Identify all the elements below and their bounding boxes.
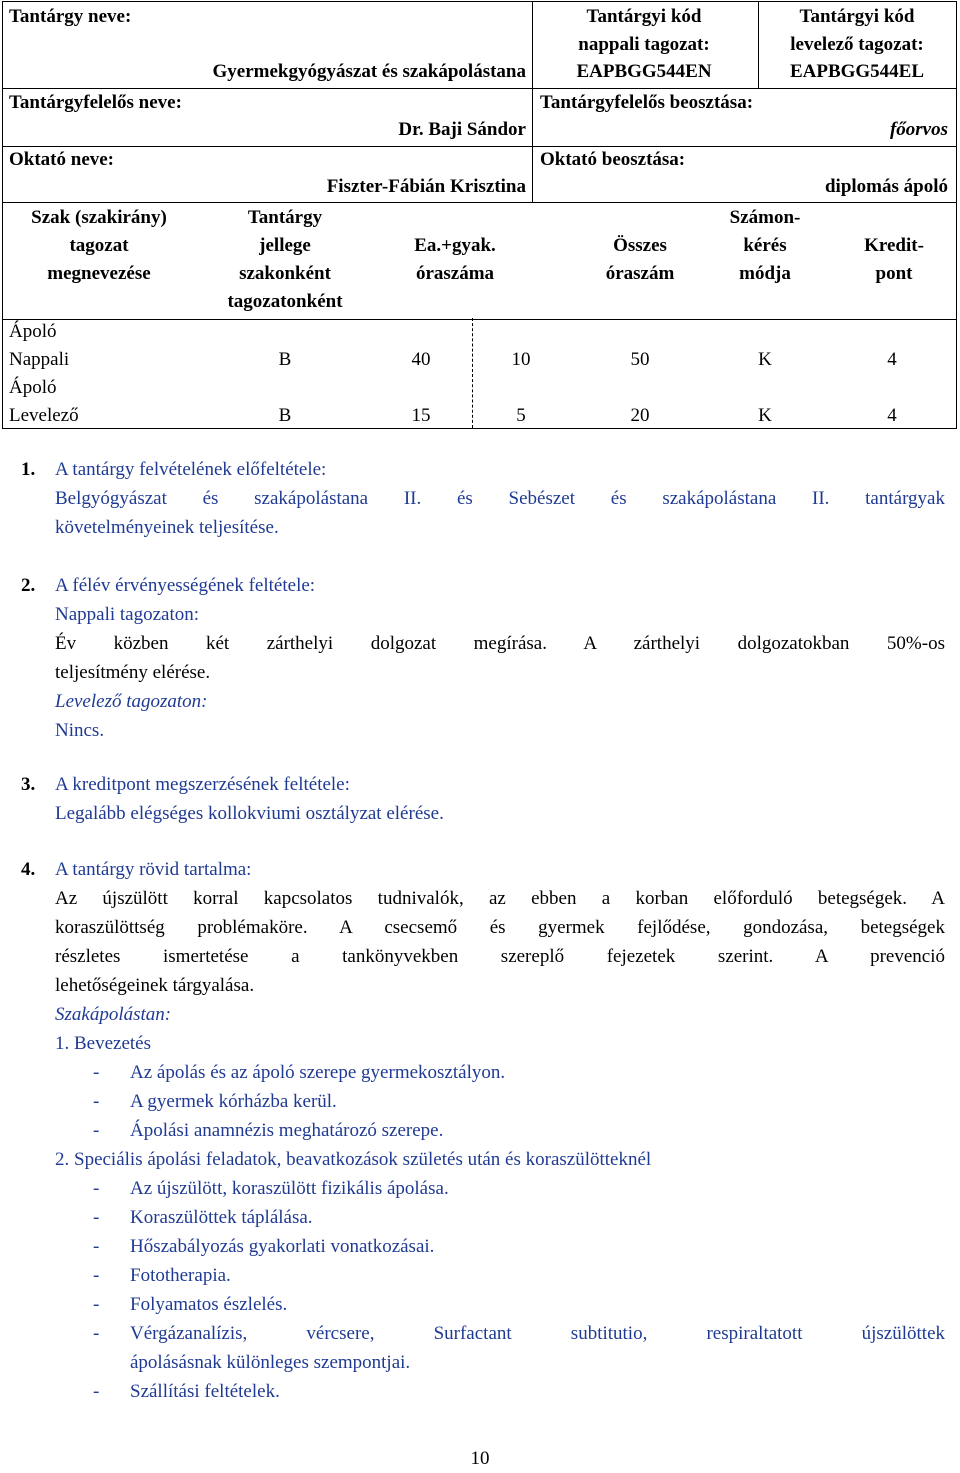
section-text: követelményeinek teljesítése. [55, 517, 279, 538]
teacher-position-label: Oktató beosztása: [540, 149, 686, 170]
responsible-position-label: Tantárgyfelelős beosztása: [540, 92, 754, 113]
row-exam: K [758, 405, 772, 426]
hours-dash-divider [472, 318, 473, 428]
section-text: Belgyógyászat és szakápolástana II. és Sebészet és szakápolástana II. tantárgyak [55, 488, 945, 509]
list-item: Folyamatos észlelés. [130, 1294, 288, 1315]
list-item-continuation: ápolásásnak különleges szempontjai. [130, 1352, 411, 1373]
section-subheading: Szakápolástan: [55, 1004, 172, 1025]
list-bullet: - [93, 1178, 100, 1199]
section-title: A tantárgy rövid tartalma: [55, 859, 252, 880]
section-title: A kreditpont megszerzésének feltétele: [55, 774, 350, 795]
section-title: A félév érvényességének feltétele: [55, 575, 316, 596]
section-text: koraszülöttség problémaköre. A csecsemő és gyermek fejlődése, gondozása, betegségek [55, 917, 945, 938]
row-exam: K [758, 349, 772, 370]
list-item: Szállítási feltételek. [130, 1381, 280, 1402]
teacher-position-value: diplomás ápoló [824, 176, 948, 197]
col-type-l1: Tantárgy [247, 207, 323, 228]
list-bullet: - [93, 1381, 100, 1402]
list-item: Ápolási anamnézis meghatározó szerepe. [130, 1120, 444, 1141]
list-item: Fototherapia. [130, 1265, 231, 1286]
teacher-label: Oktató neve: [9, 149, 115, 170]
teacher-value: Fiszter-Fábián Krisztina [326, 176, 526, 197]
section-text: Év közben két zárthelyi dolgozat megírása. A zárthelyi dolgozatokban 50%-os [55, 633, 945, 654]
section-text: részletes ismertetése a tankönyvekben szereplő fejezetek szerint. A prevenció [55, 946, 945, 967]
col-total-l1: Összes [613, 235, 667, 256]
list-item: Hőszabályozás gyakorlati vonatkozásai. [130, 1236, 435, 1257]
section-subheading: Levelező tagozaton: [55, 691, 208, 712]
list-bullet: - [93, 1236, 100, 1257]
col-program-l3: megnevezése [47, 263, 151, 284]
section-text: Nincs. [55, 720, 105, 741]
responsible-value: Dr. Baji Sándor [398, 119, 526, 140]
row-program-mode: Nappali [9, 349, 70, 370]
row-practice-hours: 5 [516, 405, 526, 426]
code-corr-label2: levelező tagozat: [790, 34, 924, 55]
section-subheading: Nappali tagozaton: [55, 604, 200, 625]
list-bullet: - [93, 1062, 100, 1083]
responsible-label: Tantárgyfelelős neve: [9, 92, 182, 113]
col-program-l1: Szak (szakirány) [31, 207, 167, 228]
row-type: B [278, 349, 292, 370]
section-text: teljesítmény elérése. [55, 662, 211, 683]
section-title: A tantárgy felvételének előfeltétele: [55, 459, 327, 480]
row-practice-hours: 10 [511, 349, 531, 370]
list-bullet: - [93, 1091, 100, 1112]
subject-label: Tantárgy neve: [9, 6, 132, 27]
row-program-mode: Levelező [9, 405, 79, 426]
code-day-label2: nappali tagozat: [578, 34, 710, 55]
code-day-label1: Tantárgyi kód [586, 6, 702, 27]
col-credit-l1: Kredit- [864, 235, 924, 256]
section-number: 3. [21, 774, 36, 795]
row-credit: 4 [887, 405, 897, 426]
row-lecture-hours: 40 [411, 349, 431, 370]
list-bullet: - [93, 1294, 100, 1315]
section-text: Legalább elégséges kollokviumi osztályzat elérése. [55, 803, 444, 824]
list-bullet: - [93, 1265, 100, 1286]
section-number: 4. [21, 859, 36, 880]
list-item: Az újszülött, koraszülött fizikális ápolása. [130, 1178, 449, 1199]
subject-value: Gyermekgyógyászat és szakápolástana [212, 61, 526, 82]
section-number: 2. [21, 575, 36, 596]
content-point: 1. Bevezetés [55, 1033, 152, 1054]
col-type-l3: szakonként [239, 263, 331, 284]
row-program-name: Ápoló [9, 321, 57, 342]
section-text: lehetőségeinek tárgyalása. [55, 975, 255, 996]
list-item: A gyermek kórházba kerül. [130, 1091, 337, 1112]
list-bullet: - [93, 1120, 100, 1141]
row-total-hours: 50 [630, 349, 650, 370]
code-corr-label1: Tantárgyi kód [799, 6, 915, 27]
code-corr-value: EAPBGG544EL [789, 61, 925, 82]
page-number: 10 [470, 1448, 490, 1469]
list-item: Koraszülöttek táplálása. [130, 1207, 313, 1228]
section-text: Az újszülött korral kapcsolatos tudnivalók, az ebben a korban előforduló betegségek. A [55, 888, 945, 909]
col-hours-l2: óraszáma [415, 263, 495, 284]
list-bullet: - [93, 1207, 100, 1228]
list-bullet: - [93, 1323, 100, 1344]
col-program-l2: tagozat [69, 235, 129, 256]
code-day-value: EAPBGG544EN [576, 61, 712, 82]
list-item: Vérgázanalízis, vércsere, Surfactant subtitutio, respiraltatott újszülöttek [130, 1323, 945, 1344]
col-hours-l1: Ea.+gyak. [414, 235, 496, 256]
col-type-l4: tagozatonként [227, 291, 343, 312]
responsible-position-value: főorvos [889, 119, 948, 140]
col-exam-l2: kérés [743, 235, 787, 256]
section-number: 1. [21, 459, 36, 480]
col-exam-l3: módja [739, 263, 791, 284]
col-exam-l1: Számon- [729, 207, 801, 228]
row-program-name: Ápoló [9, 377, 57, 398]
list-item: Az ápolás és az ápoló szerepe gyermekosztályon. [130, 1062, 506, 1083]
row-lecture-hours: 15 [411, 405, 431, 426]
col-credit-l2: pont [875, 263, 913, 284]
col-total-l2: óraszám [605, 263, 675, 284]
row-total-hours: 20 [630, 405, 650, 426]
row-type: B [278, 405, 292, 426]
content-point: 2. Speciális ápolási feladatok, beavatkozások születés után és koraszülötteknél [55, 1149, 652, 1170]
row-credit: 4 [887, 349, 897, 370]
col-type-l2: jellege [259, 235, 311, 256]
